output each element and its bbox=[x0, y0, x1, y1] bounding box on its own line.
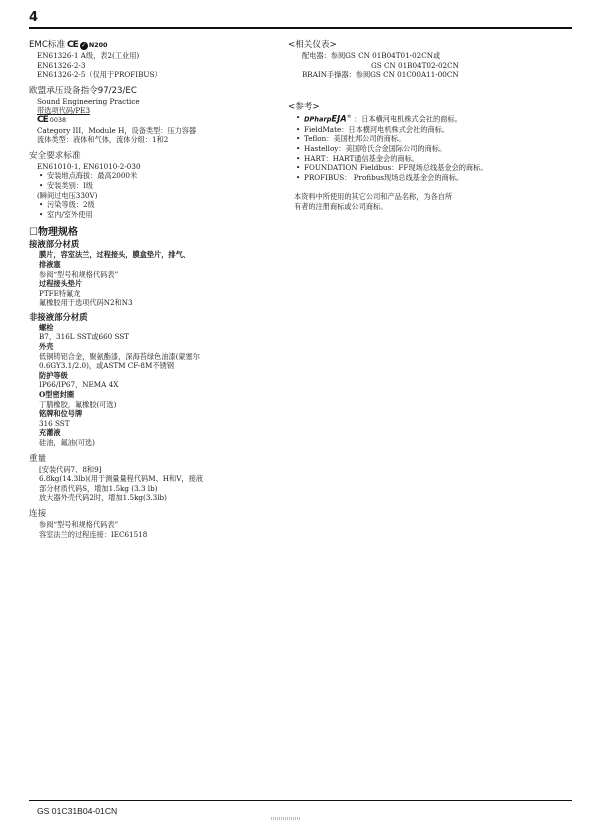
trademark-item: • HART：HART通信基金会的商标。 bbox=[294, 154, 550, 164]
related-line-2: GS CN 01B04T02-02CN bbox=[371, 60, 459, 70]
safety-item: • 室内/室外使用 bbox=[37, 210, 299, 220]
footer-rule bbox=[29, 800, 572, 801]
document-id: GS 01C31B04-01CN bbox=[37, 806, 118, 816]
trademark-note-line-2: 有者的注册商标或公司商标。 bbox=[294, 201, 388, 211]
trademark-item: • Hastelloy：美国哈氏合金国际公司的商标。 bbox=[294, 144, 550, 154]
check-circle-icon: ✓ bbox=[81, 41, 87, 49]
registered-mark: ® bbox=[346, 113, 352, 120]
gasket-line-1: PTFE特氟龙 bbox=[39, 288, 81, 298]
left-column bbox=[29, 40, 299, 539]
emc-line-3: EN61326-2-5（仅用于PROFIBUS） bbox=[37, 70, 162, 80]
emc-line-2: EN61326-2-3 bbox=[37, 60, 86, 70]
emc-line-1: EN61326-1 A级，表2(工业用) bbox=[37, 51, 140, 60]
ped-sep: Sound Engineering Practice bbox=[37, 96, 140, 106]
page-number: 4 bbox=[29, 10, 39, 25]
o-ring-title: O型密封圈 bbox=[39, 390, 75, 400]
weight-line-1: [安装代码7、8和9] bbox=[39, 464, 102, 474]
header-rule bbox=[29, 27, 572, 29]
trademark-dpharp bbox=[294, 113, 550, 125]
related-line-3: BRAIN手操器：参阅GS CN 01C00A11-00CN bbox=[302, 70, 459, 80]
weight-line-4: 放大器外壳代码2时，增加1.5kg(3.3lb) bbox=[39, 493, 167, 503]
tag-plate-title: 铭牌和位号牌 bbox=[39, 409, 83, 419]
housing-line-2: 0.6GY3.1/2.0)，或ASTM CF-8M不锈钢 bbox=[39, 361, 174, 371]
protection-title: 防护等级 bbox=[39, 370, 68, 380]
wetted-parts-line-1: 膜片，容室法兰，过程接头，膜盒垫片，排气、 bbox=[39, 250, 190, 260]
fill-fluid-value: 硅油，氟油(可选) bbox=[39, 438, 95, 447]
bolt-value: B7，316L SST或660 SST bbox=[39, 332, 130, 342]
tag-plate-value: 316 SST bbox=[39, 418, 70, 428]
ped-title: 欧盟承压设备指令97/23/EC bbox=[29, 85, 137, 96]
ce-mark-icon: CE bbox=[37, 114, 48, 125]
connection-line-1: 参阅“型号和规格代码表” bbox=[39, 519, 119, 529]
housing-title: 外壳 bbox=[39, 342, 54, 352]
gasket-title: 过程接头垫片 bbox=[39, 279, 83, 289]
bolt-title: 螺栓 bbox=[39, 322, 54, 332]
safety-item: • 安装类别：I级 bbox=[37, 181, 299, 191]
wetted-parts-title: 接液部分材质 bbox=[29, 239, 80, 250]
gasket-line-2: 氟橡胶用于选项代码N2和N3 bbox=[39, 298, 133, 308]
ce-mark-icon: CE bbox=[67, 39, 78, 50]
ped-category: Category III，Module H，设备类型：压力容器 bbox=[37, 125, 197, 135]
fill-fluid-title: 充灌液 bbox=[39, 428, 61, 438]
non-wetted-parts-title: 非接液部分材质 bbox=[29, 311, 88, 322]
emc-heading bbox=[29, 40, 299, 51]
ped-ce-row bbox=[29, 116, 299, 126]
trademark-note-line-1: 本资料中所使用的其它公司和产品名称，为各自所 bbox=[294, 192, 453, 202]
safety-item: • 安装地点海拔：最高2000米 bbox=[37, 171, 299, 181]
related-instruments-title: <相关仪表> bbox=[288, 40, 337, 50]
ce-notified-body-number: 0038 bbox=[49, 115, 67, 124]
ped-fluid: 流体类型：液体和气体，流体分组：1和2 bbox=[37, 135, 169, 145]
rcm-mark-icon bbox=[80, 41, 108, 51]
reference-title: <参考> bbox=[288, 101, 320, 112]
weight-title: 重量 bbox=[29, 453, 47, 464]
trademark-item: • Teflon：美国杜邦公司的商标。 bbox=[294, 134, 550, 144]
footer-stamp bbox=[271, 817, 301, 820]
weight-line-3: 部分材质代码S，增加1.5kg (3.3 lb) bbox=[39, 483, 158, 493]
protection-value: IP66/IP67，NEMA 4X bbox=[39, 380, 119, 390]
connection-title: 连接 bbox=[29, 508, 47, 519]
emc-title: EMC标准 bbox=[29, 40, 66, 50]
trademark-item: • PROFIBUS： Profibus现场总线基金会的商标。 bbox=[294, 173, 550, 183]
eja-logo-icon: EJA bbox=[331, 113, 347, 124]
connection-line-2: 容室法兰的过程连接：IEC61518 bbox=[39, 529, 148, 539]
dpharp-trademark-text: ：日本横河电机株式会社的商标。 bbox=[354, 114, 462, 124]
physical-spec-title: ☐物理规格 bbox=[29, 227, 78, 239]
right-column bbox=[288, 40, 550, 212]
trademark-item: • FieldMate：日本横河电机株式会社的商标。 bbox=[294, 125, 550, 135]
wetted-parts-line-2: 排液塞 bbox=[39, 259, 61, 269]
weight-line-2: 6.8kg(14.3lb)(用于测量量程代码M、H和V，接液 bbox=[39, 474, 203, 484]
safety-title: 安全要求标准 bbox=[29, 150, 81, 161]
n200-mark: N200 bbox=[88, 40, 108, 49]
wetted-parts-ref: 参阅“型号和规格代码表” bbox=[39, 269, 119, 279]
safety-standards: EN61010-1, EN61010-2-030 bbox=[37, 161, 141, 171]
ped-option-link: 带选项代码/PE3 bbox=[37, 106, 91, 116]
housing-line-1: 低铜铸铝合金，聚氨酯漆，深海苔绿色油漆(蒙塞尔 bbox=[39, 351, 200, 361]
safety-transient: (瞬间过电压330V) bbox=[37, 190, 98, 200]
trademark-item: • FOUNDATION Fieldbus：FF现场总线基金会的商标。 bbox=[294, 163, 550, 173]
o-ring-value: 丁腈橡胶，氟橡胶(可选) bbox=[39, 399, 117, 409]
dpharp-logo-icon: DPharp bbox=[304, 115, 332, 124]
related-line-1: 配电器：参阅GS CN 01B04T01-02CN或 bbox=[302, 51, 441, 60]
safety-item: • 污染等级：2级 bbox=[37, 200, 299, 210]
